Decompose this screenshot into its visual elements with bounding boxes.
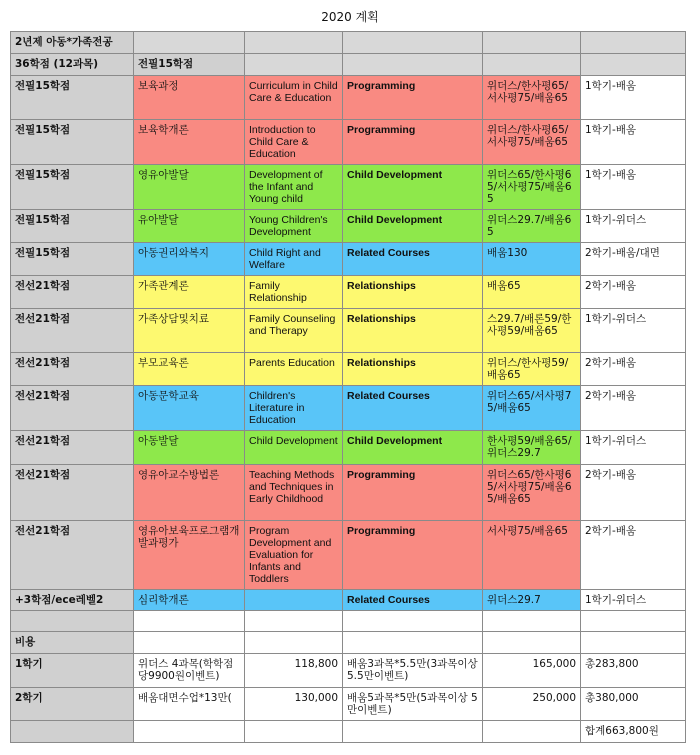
credit-type: 전선21학점	[11, 353, 134, 386]
cost-amount-2: 165,000	[483, 654, 581, 688]
school-list: 위더스/한사평65/서사평75/배움65	[483, 120, 581, 165]
course-name-ko: 가족관계론	[134, 276, 245, 309]
course-name-ko: 영유아보육프로그램개발과평가	[134, 521, 245, 590]
semester-plan: 2학기-배움	[581, 465, 686, 521]
course-category: Relationships	[343, 353, 483, 386]
plan-table	[10, 31, 686, 743]
course-category: Programming	[343, 76, 483, 120]
course-name-ko: 보육학개론	[134, 120, 245, 165]
course-category: Child Development	[343, 165, 483, 210]
header-row-major	[11, 32, 686, 54]
course-category: Related Courses	[343, 386, 483, 431]
credit-type: 전선21학점	[11, 386, 134, 431]
course-name-en: Introduction to Child Care & Education	[245, 120, 343, 165]
school-list: 위더스29.7/배움65	[483, 210, 581, 243]
cost-amount-2: 250,000	[483, 688, 581, 721]
course-row	[11, 521, 686, 590]
school-list: 위더스/한사평59/배움65	[483, 353, 581, 386]
school-list: 위더스65/한사평65/서사평75/배움65/배움65	[483, 465, 581, 521]
course-name-ko: 아동권리와복지	[134, 243, 245, 276]
course-name-en: Family Relationship	[245, 276, 343, 309]
course-name-en: Curriculum in Child Care & Education	[245, 76, 343, 120]
cost-row	[11, 654, 686, 688]
course-name-ko: 아동발달	[134, 431, 245, 465]
semester-plan: 1학기-위더스	[581, 210, 686, 243]
credits-value: 전필15학점	[134, 54, 245, 76]
course-name-en: Teaching Methods and Techniques in Early Childhood	[245, 465, 343, 521]
course-name-ko: 심리학개론	[134, 590, 245, 611]
course-row	[11, 210, 686, 243]
school-list: 위더스65/한사평65/서사평75/배움65	[483, 165, 581, 210]
course-name-ko: 영유아교수방법론	[134, 465, 245, 521]
cost-desc-2: 배움5과목*5만(5과목이상 5만이벤트)	[343, 688, 483, 721]
credits-label: 36학점 (12과목)	[11, 54, 134, 76]
school-list: 배움130	[483, 243, 581, 276]
cost-desc-1: 위더스 4과목(학학점당9900원이벤트)	[134, 654, 245, 688]
course-name-ko: 유아발달	[134, 210, 245, 243]
course-category: Related Courses	[343, 590, 483, 611]
credit-type: 전필15학점	[11, 210, 134, 243]
course-name-ko: 가족상담및치료	[134, 309, 245, 353]
cost-total: 총380,000	[581, 688, 686, 721]
credit-type: 전필15학점	[11, 76, 134, 120]
semester-plan: 1학기-위더스	[581, 590, 686, 611]
credit-type: 전선21학점	[11, 309, 134, 353]
cost-label-row	[11, 632, 686, 654]
course-row	[11, 465, 686, 521]
course-name-en: Development of the Infant and Young child	[245, 165, 343, 210]
semester-plan: 2학기-배움	[581, 353, 686, 386]
credit-type: 전필15학점	[11, 120, 134, 165]
course-row	[11, 76, 686, 120]
spacer-row	[11, 611, 686, 632]
grand-total: 합계663,800원	[581, 721, 686, 743]
credit-type: 전선21학점	[11, 431, 134, 465]
course-row	[11, 120, 686, 165]
course-category: Programming	[343, 521, 483, 590]
semester-plan: 2학기-배움/대면	[581, 243, 686, 276]
course-row	[11, 276, 686, 309]
course-name-en: Parents Education	[245, 353, 343, 386]
semester-plan: 2학기-배움	[581, 386, 686, 431]
course-category: Programming	[343, 465, 483, 521]
school-list: 서사평75/배움65	[483, 521, 581, 590]
course-name-ko: 아동문학교육	[134, 386, 245, 431]
school-list: 배움65	[483, 276, 581, 309]
cost-amount-1: 130,000	[245, 688, 343, 721]
course-category: Related Courses	[343, 243, 483, 276]
cost-term: 1학기	[11, 654, 134, 688]
grand-total-row	[11, 721, 686, 743]
course-name-ko: 영유아발달	[134, 165, 245, 210]
course-row	[11, 431, 686, 465]
course-row	[11, 353, 686, 386]
cost-amount-1: 118,800	[245, 654, 343, 688]
cost-row	[11, 688, 686, 721]
semester-plan: 1학기-배움	[581, 120, 686, 165]
semester-plan: 2학기-배움	[581, 521, 686, 590]
course-row	[11, 386, 686, 431]
cost-desc-1: 배움대면수업*13만(	[134, 688, 245, 721]
school-list: 위더스65/서사평75/배움65	[483, 386, 581, 431]
course-name-en: Program Development and Evaluation for Infants and Toddlers	[245, 521, 343, 590]
cost-total: 총283,800	[581, 654, 686, 688]
school-list: 위더스/한사평65/서사평75/배움65	[483, 76, 581, 120]
course-category: Relationships	[343, 276, 483, 309]
credit-type: 전필15학점	[11, 243, 134, 276]
course-name-en: Child Right and Welfare	[245, 243, 343, 276]
semester-plan: 1학기-배움	[581, 76, 686, 120]
course-name-ko: 부모교육론	[134, 353, 245, 386]
cost-desc-2: 배움3과목*5.5만(3과목이상5.5만이벤트)	[343, 654, 483, 688]
major-label: 2년제 아동*가족전공	[11, 32, 134, 54]
credit-type: 전필15학점	[11, 165, 134, 210]
course-row	[11, 309, 686, 353]
credit-type: 전선21학점	[11, 521, 134, 590]
course-category: Child Development	[343, 210, 483, 243]
semester-plan: 1학기-배움	[581, 165, 686, 210]
semester-plan: 1학기-위더스	[581, 309, 686, 353]
semester-plan: 1학기-위더스	[581, 431, 686, 465]
cost-label: 비용	[11, 632, 134, 654]
credit-type: 전선21학점	[11, 276, 134, 309]
course-category: Child Development	[343, 431, 483, 465]
cost-term: 2학기	[11, 688, 134, 721]
course-name-en: Young Children's Development	[245, 210, 343, 243]
credit-type: +3학점/ece레벨2	[11, 590, 134, 611]
course-row	[11, 243, 686, 276]
course-name-ko: 보육과정	[134, 76, 245, 120]
school-list: 스29.7/배론59/한사평59/배움65	[483, 309, 581, 353]
course-category: Programming	[343, 120, 483, 165]
course-name-en: Children's Literature in Education	[245, 386, 343, 431]
course-row	[11, 165, 686, 210]
course-name-en: Family Counseling and Therapy	[245, 309, 343, 353]
course-name-en: Child Development	[245, 431, 343, 465]
course-category: Relationships	[343, 309, 483, 353]
header-row-credits	[11, 54, 686, 76]
school-list: 한사평59/배움65/위더스29.7	[483, 431, 581, 465]
course-name-en	[245, 590, 343, 611]
course-row	[11, 590, 686, 611]
semester-plan: 2학기-배움	[581, 276, 686, 309]
school-list: 위더스29.7	[483, 590, 581, 611]
page-title: 2020 계획	[321, 10, 379, 24]
credit-type: 전선21학점	[11, 465, 134, 521]
